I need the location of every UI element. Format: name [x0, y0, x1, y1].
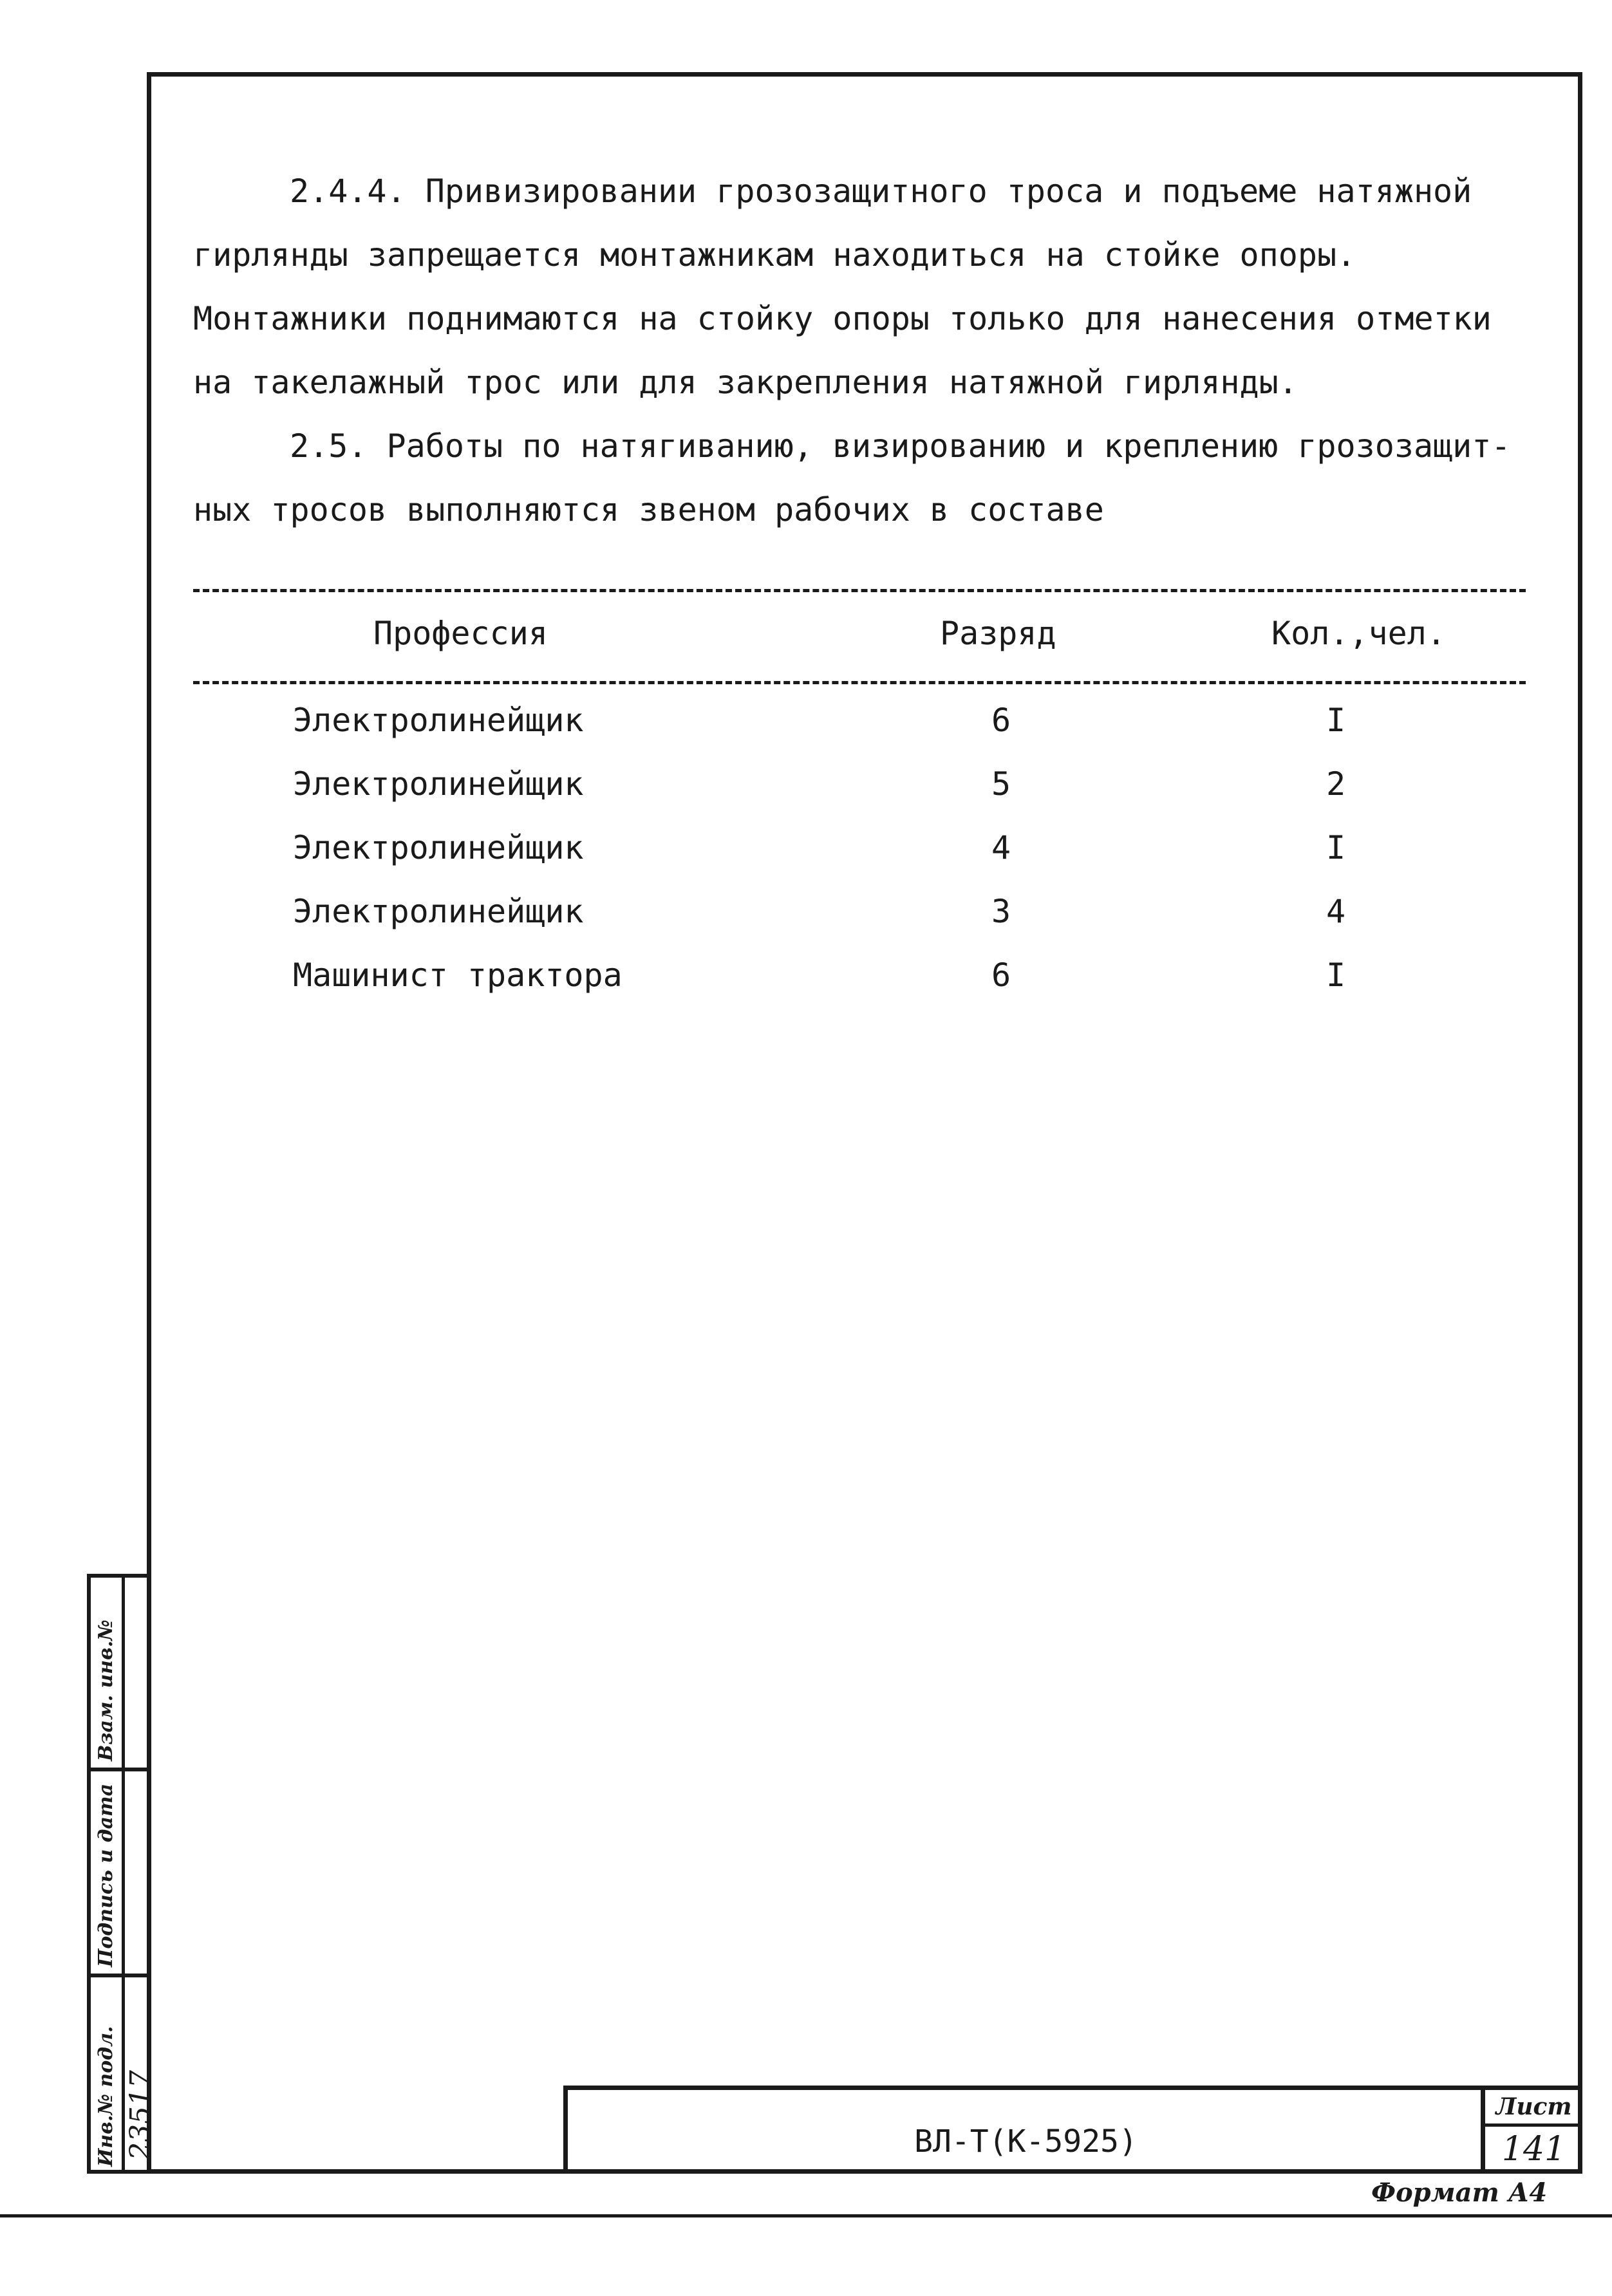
cell-count: 4 [1326, 893, 1346, 930]
inv-original-label: Инв.№ подл. [95, 2026, 117, 2167]
paragraph-2-5-first-line: 2.5. Работы по натягиванию, визированию и креплению грозозащит- [290, 427, 1511, 465]
header-profession: Профессия [373, 615, 548, 652]
cell-profession: Электролинейщик [293, 702, 584, 739]
table-header-rule [193, 681, 1526, 684]
cell-profession: Машинист трактора [293, 957, 623, 994]
cell-count: I [1326, 702, 1346, 739]
paragraph-2-4-4 [193, 160, 1532, 415]
table-top-rule [193, 589, 1526, 592]
table-row [0, 957, 1612, 1020]
paragraph-2-5 [193, 415, 1532, 542]
header-count: Кол.,чел. [1271, 615, 1446, 652]
cell-profession: Электролинейщик [293, 893, 584, 930]
side-stamp-divider [91, 1974, 151, 1977]
cell-grade: 6 [991, 957, 1011, 994]
title-block [563, 2086, 1484, 2174]
format-note: Формат А4 [1371, 2178, 1548, 2208]
sheet-label: Лист [1485, 2090, 1582, 2127]
cell-count: 2 [1326, 765, 1346, 803]
cell-grade: 4 [991, 829, 1011, 866]
paragraph-2-4-4-body: гирлянды запрещается монтажникам находиться на стойке опоры. Монтажники поднимаются на стойку опоры только для нанесения отметки на такелажный трос или для закрепления натяжной гирлянды. [193, 236, 1492, 401]
table-row [0, 893, 1612, 957]
cell-profession: Электролинейщик [293, 829, 584, 866]
cell-grade: 6 [991, 702, 1011, 739]
inv-number: 23517 [124, 2070, 157, 2160]
signature-date-label: Подпись и дата [95, 1783, 117, 1967]
sheet-number-cell [1481, 2086, 1582, 2174]
table-row [0, 765, 1612, 829]
bottom-rule [0, 2214, 1612, 2217]
side-stamp-divider [91, 1768, 151, 1771]
header-grade: Разряд [940, 615, 1056, 652]
paragraph-2-5-body: ных тросов выполняются звеном рабочих в составе [193, 491, 1104, 528]
cell-count: I [1326, 829, 1346, 866]
table-row [0, 702, 1612, 765]
paragraph-2-4-4-first-line: 2.4.4. Привизировании грозозащитного троса и подъеме натяжной [290, 173, 1472, 210]
cell-grade: 5 [991, 765, 1011, 803]
side-stamp [87, 1574, 157, 2174]
cell-grade: 3 [991, 893, 1011, 930]
cell-count: I [1326, 957, 1346, 994]
replace-inv-label: Взам. инв.№ [95, 1619, 117, 1761]
document-code: ВЛ-Т(К-5925) [914, 2123, 1138, 2160]
sheet-number: 141 [1501, 2130, 1566, 2169]
cell-profession: Электролинейщик [293, 765, 584, 803]
table-row [0, 829, 1612, 893]
